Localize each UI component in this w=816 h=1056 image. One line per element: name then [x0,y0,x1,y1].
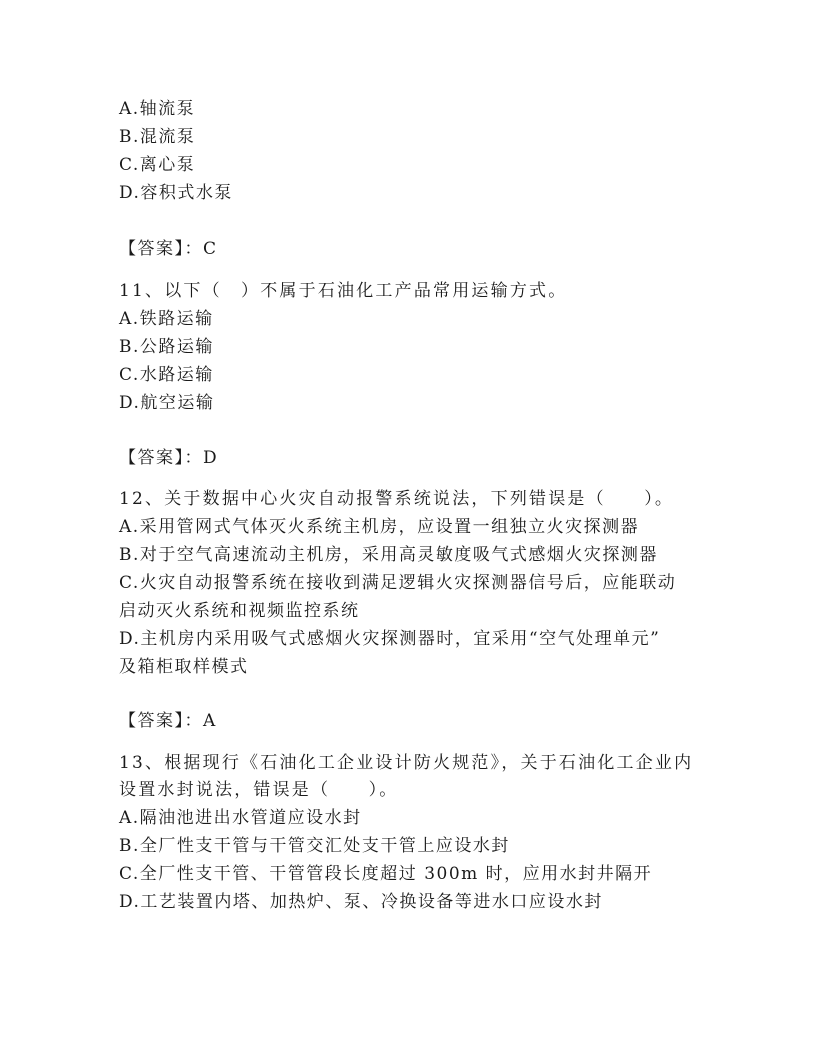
q12-option-c-continued: 启动灭火系统和视频监控系统 [119,601,360,621]
q11-option-d: D.航空运输 [119,393,215,413]
q12-answer: 【答案】：A [119,711,217,731]
q13-stem-line2: 设置水封说法，错误是（ ）。 [119,780,399,800]
q13-stem-line1: 13、根据现行《石油化工企业设计防火规范》，关于石油化工企业内 [119,753,694,773]
q12-option-d-continued: 及箱柜取样模式 [119,657,249,677]
q11-answer: 【答案】：D [119,448,219,468]
q11-option-b: B.公路运输 [119,337,214,357]
q13-option-d: D.工艺装置内塔、加热炉、泵、冷换设备等进水口应设水封 [119,892,603,912]
q10-option-c: C.离心泵 [119,155,196,175]
q13-option-a: A.隔油池进出水管道应设水封 [119,808,362,828]
q11-stem: 11、以下（ ）不属于石油化工产品常用运输方式。 [119,281,568,301]
q13-option-b: B.全厂性支干管与干管交汇处支干管上应设水封 [119,836,510,856]
q12-stem: 12、关于数据中心火灾自动报警系统说法，下列错误是（ ）。 [119,489,675,509]
q12-option-d: D.主机房内采用吸气式感烟火灾探测器时，宜采用“空气处理单元” [119,629,661,649]
q10-option-d: D.容积式水泵 [119,183,233,203]
q10-option-b: B.混流泵 [119,127,196,147]
q13-option-c: C.全厂性支干管、干管管段长度超过 300m 时，应用水封井隔开 [119,864,653,884]
q10-option-a: A.轴流泵 [119,99,196,119]
q11-option-c: C.水路运输 [119,365,214,385]
q12-option-c: C.火灾自动报警系统在接收到满足逻辑火灾探测器信号后，应能联动 [119,573,677,593]
q12-option-b: B.对于空气高速流动主机房，采用高灵敏度吸气式感烟火灾探测器 [119,545,658,565]
q10-answer: 【答案】：C [119,239,218,259]
q11-option-a: A.铁路运输 [119,309,214,329]
q12-option-a: A.采用管网式气体灭火系统主机房，应设置一组独立火灾探测器 [119,517,640,537]
